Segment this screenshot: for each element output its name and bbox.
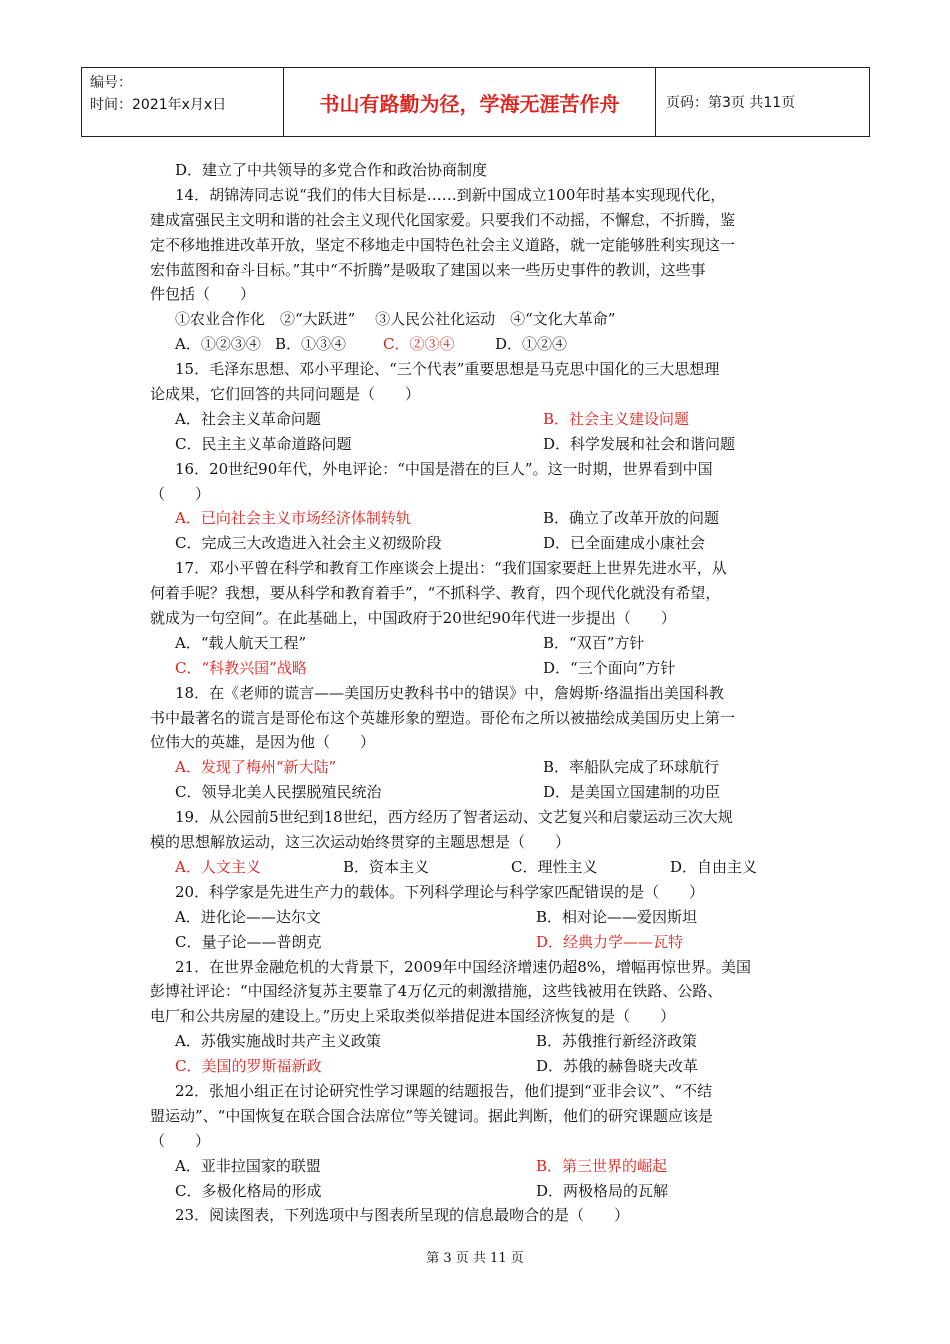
text-line: 模的思想解放运动，这三次运动始终贯穿的主题思想是（ ）	[150, 833, 571, 852]
number-label: 编号：	[90, 75, 132, 91]
option-row	[150, 1029, 810, 1054]
option-choice: A．人文主义	[175, 857, 261, 876]
text-line: 19．从公园前5世纪到18世纪，西方经历了智者运动、文艺复兴和启蒙运动三次大规	[175, 808, 733, 827]
option-choice: D．“三个面向”方针	[543, 658, 676, 677]
option-choice: A．已向社会主义市场经济体制转轨	[175, 509, 411, 528]
text-line: 件包括（ ）	[150, 285, 256, 304]
text-line: （ ）	[150, 484, 211, 503]
option-choice: C．理性主义	[511, 857, 598, 876]
text-line: 盟运动”、“中国恢复在联合国合法席位”等关键词。据此判断，他们的研究课题应该是	[150, 1106, 714, 1125]
option-choice: D．经典力学——瓦特	[536, 932, 684, 951]
option-choice: A．苏俄实施战时共产主义政策	[175, 1032, 381, 1051]
option-row	[150, 531, 810, 556]
text-line: 就成为一句空间”。在此基础上，中国政府于20世纪90年代进一步提出（ ）	[150, 609, 676, 628]
option-choice: B．①③④	[275, 335, 347, 354]
text-line: 14．胡锦涛同志说“我们的伟大目标是……到新中国成立100年时基本实现现代化，	[175, 185, 726, 204]
option-row	[150, 506, 810, 531]
option-choice: C．量子论——普朗克	[175, 932, 322, 951]
page-footer: 第 3 页 共 11 页	[426, 1251, 524, 1266]
text-line: 位伟大的英雄，是因为他（ ）	[150, 733, 376, 752]
text-line: 何着手呢？我想，要从科学和教育着手”，“不抓科学、教育，四个现代化就没有希望，	[150, 584, 721, 603]
option-choice: C．多极化格局的形成	[175, 1181, 322, 1200]
option-choice: C．完成三大改造进入社会主义初级阶段	[175, 534, 442, 553]
option-choice: D．自由主义	[670, 857, 758, 876]
option-choice: C．美国的罗斯福新政	[175, 1057, 322, 1076]
text-line: 彭博社评论：“中国经济复苏主要靠了4万亿元的刺激措施，这些钱被用在铁路、公路、	[150, 982, 723, 1001]
text-line: 22．张旭小组正在讨论研究性学习课题的结题报告，他们提到“亚非会议”、“不结	[175, 1081, 713, 1100]
option-choice: A．进化论——达尔文	[175, 907, 321, 926]
option-choice: D．两极格局的瓦解	[536, 1181, 669, 1200]
header-meta	[82, 68, 284, 136]
text-line: 定不移地推进改革开放，坚定不移地走中国特色社会主义道路，就一定能够胜利实现这一	[150, 235, 736, 254]
header-page-info: 页码：第3页 共11页	[666, 95, 796, 111]
option-choice: B．确立了改革开放的问题	[543, 509, 720, 528]
option-row	[150, 656, 810, 681]
option-choice: B．相对论——爱因斯坦	[536, 907, 698, 926]
option-row	[150, 1154, 810, 1179]
option-choice: B．第三世界的崛起	[536, 1156, 668, 1175]
option-choice: A．“载人航天工程”	[175, 633, 307, 652]
option-choice: B．社会主义建设问题	[543, 409, 690, 428]
option-row	[150, 780, 810, 805]
text-line: 建成富强民主文明和谐的社会主义现代化国家爱。只要我们不动摇，不懈怠，不折腾，鉴	[150, 210, 736, 229]
option-row	[150, 1179, 810, 1204]
text-line: 书中最著名的谎言是哥伦布这个英雄形象的塑造。哥伦布之所以被描绘成美国历史上第一	[150, 708, 736, 727]
option-choice: A．社会主义革命问题	[175, 409, 321, 428]
option-choice: B．资本主义	[343, 857, 430, 876]
option-choice: A．发现了梅州“新大陆”	[175, 758, 337, 777]
text-line: 17．邓小平曾在科学和教育工作座谈会上提出：“我们国家要赶上世界先进水平，从	[175, 559, 727, 578]
option-choice: C．②③④	[383, 335, 455, 354]
option-row	[150, 930, 810, 955]
option-row	[150, 1054, 810, 1079]
option-choice: C．“科教兴国”战略	[175, 658, 307, 677]
option-choice: B．率船队完成了环球航行	[543, 758, 720, 777]
date-label: 时间：2021年x月x日	[90, 97, 227, 113]
text-line: 论成果，它们回答的共同问题是（ ）	[150, 385, 421, 404]
header-motto: 书山有路勤为径，学海无涯苦作舟	[284, 68, 656, 136]
option-choice: B．苏俄推行新经济政策	[536, 1032, 698, 1051]
text-line: 宏伟蓝图和奋斗目标。”其中“不折腾”是吸取了建国以来一些历史事件的教训，这些事	[150, 260, 706, 279]
text-line: D．建立了中共领导的多党合作和政治协商制度	[175, 161, 488, 179]
option-choice: C．领导北美人民摆脱殖民统治	[175, 783, 382, 802]
option-choice: A．①②③④	[175, 335, 261, 354]
text-line: 16．20世纪90年代，外电评论：“中国是潜在的巨人”。这一时期，世界看到中国	[175, 459, 713, 478]
option-choice: D．①②④	[495, 335, 568, 354]
text-line: 23．阅读图表，下列选项中与图表所呈现的信息最吻合的是（ ）	[175, 1206, 630, 1225]
text-line: ①农业合作化 ②“大跃进” ③人民公社化运动 ④“文化大革命”	[175, 310, 616, 329]
option-choice: D．是美国立国建制的功臣	[543, 783, 721, 802]
text-line: 15．毛泽东思想、邓小平理论、“三个代表”重要思想是马克思中国化的三大思想理	[175, 360, 720, 379]
page-header	[81, 67, 870, 137]
option-row	[150, 332, 810, 357]
option-choice: D．苏俄的赫鲁晓夫改革	[536, 1057, 699, 1076]
text-line: （ ）	[150, 1131, 211, 1150]
text-line: 18．在《老师的谎言——美国历史教科书中的错误》中，詹姆斯·络温指出美国科教	[175, 683, 724, 702]
option-choice: D．科学发展和社会和谐问题	[543, 434, 736, 453]
document-body	[150, 158, 810, 1228]
option-choice: C．民主主义革命道路问题	[175, 434, 352, 453]
option-choice: A．亚非拉国家的联盟	[175, 1156, 321, 1175]
option-row	[150, 905, 810, 930]
option-row	[150, 855, 810, 880]
text-line: 21．在世界金融危机的大背景下，2009年中国经济增速仍超8%，增幅再惊世界。美国	[175, 957, 752, 976]
option-choice: B．“双百”方针	[543, 633, 645, 652]
text-line: 20．科学家是先进生产力的载体。下列科学理论与科学家匹配错误的是（ ）	[175, 882, 705, 901]
text-line: 电厂和公共房屋的建设上。”历史上采取类似举措促进本国经济恢复的是（ ）	[150, 1007, 676, 1026]
option-row	[150, 755, 810, 780]
option-row	[150, 432, 810, 457]
option-choice: D．已全面建成小康社会	[543, 534, 706, 553]
option-row	[150, 407, 810, 432]
option-row	[150, 631, 810, 656]
